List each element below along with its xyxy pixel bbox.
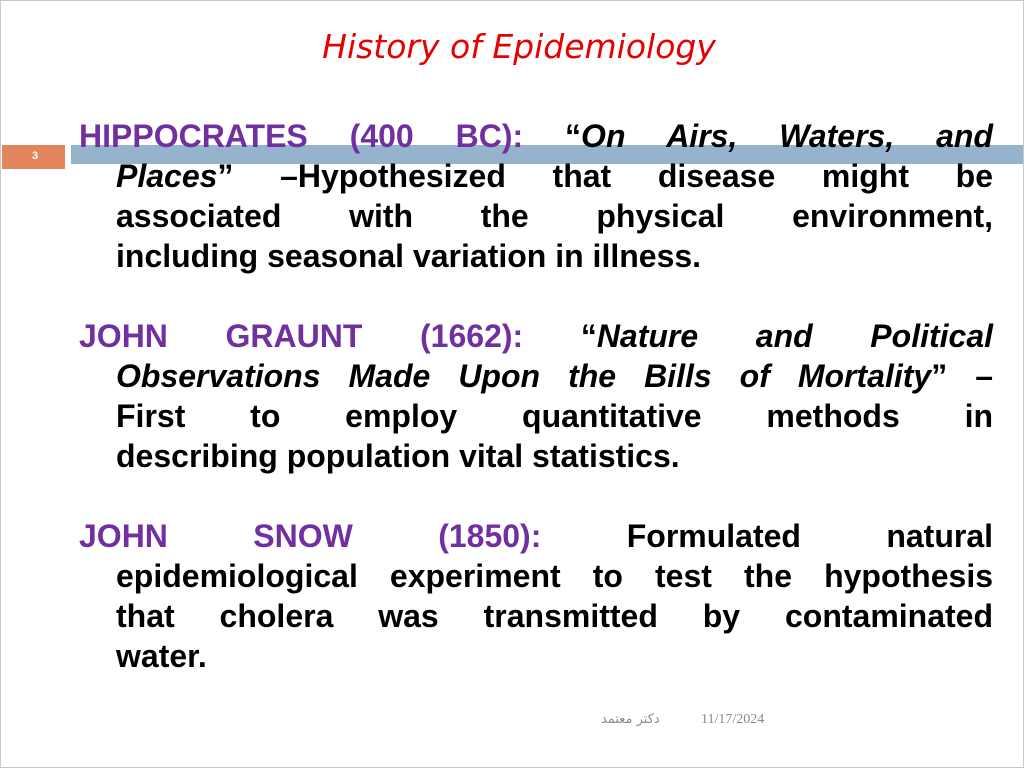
work-title-cont: Places — [116, 158, 218, 194]
paragraph-line: including seasonal variation in illness. — [116, 238, 702, 274]
open-quote: “ — [565, 118, 582, 154]
paragraph-line — [79, 356, 993, 396]
person-name: HIPPOCRATES (400 BC): — [79, 118, 524, 154]
paragraph-snow — [79, 516, 993, 676]
footer-author: دكتر معتمد — [601, 712, 660, 727]
description-text: ” –Hypothesized that disease might be — [217, 158, 993, 194]
paragraph-line: epidemiological experiment to test the hypothesis — [116, 558, 993, 594]
paragraph-line — [79, 316, 993, 356]
person-name: JOHN GRAUNT (1662): — [79, 318, 524, 354]
description-text: ” – — [931, 358, 994, 394]
open-quote: “ — [580, 318, 597, 354]
paragraph-line: water. — [116, 638, 207, 674]
paragraph-graunt — [79, 316, 993, 476]
paragraph-line — [79, 516, 993, 556]
work-title: On Airs, Waters, and — [581, 118, 994, 154]
work-title: Nature and Political — [596, 318, 994, 354]
paragraph-line — [79, 156, 993, 196]
slide-title: History of Epidemiology — [322, 27, 716, 66]
description-text: Formulated natural — [626, 518, 994, 554]
paragraph-line: First to employ quantitative methods in — [116, 398, 993, 434]
paragraph-line — [79, 116, 993, 156]
paragraph-line: describing population vital statistics. — [116, 438, 680, 474]
work-title-cont: Observations Made Upon the Bills of Mortality — [116, 358, 932, 394]
paragraph-line: that cholera was transmitted by contaminated — [116, 598, 993, 634]
person-name: JOHN SNOW (1850): — [79, 518, 542, 554]
paragraph-line: associated with the physical environment, — [116, 198, 993, 234]
paragraph-hippocrates — [79, 116, 993, 276]
footer-date: 11/17/2024 — [701, 712, 765, 727]
slide-number: 3 — [32, 150, 39, 162]
